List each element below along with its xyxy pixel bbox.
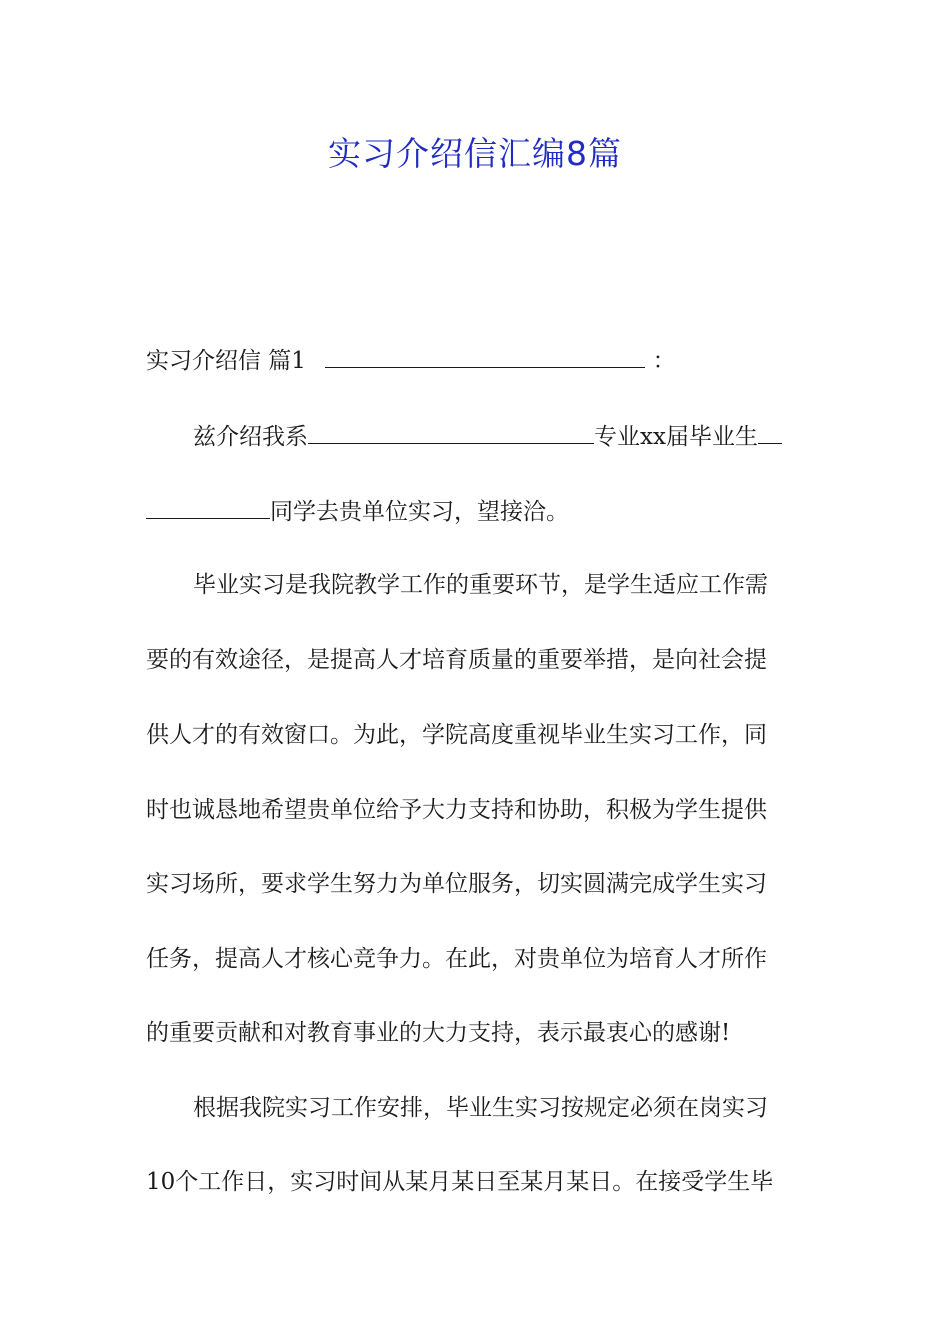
salutation-colon: ： bbox=[652, 348, 676, 374]
paragraph-line: 要的有效途径，是提高人才培育质量的重要举措，是向社会提 bbox=[146, 647, 767, 673]
intro-line-2 bbox=[146, 496, 806, 527]
intro-text-3: 同学去贵单位实习，望接洽。 bbox=[270, 499, 569, 525]
paragraph-line: 毕业实习是我院教学工作的重要环节，是学生适应工作需 bbox=[193, 572, 768, 598]
document-title: 实习介绍信汇编8篇 bbox=[328, 134, 622, 173]
salutation-heading: 实习介绍信 篇1 bbox=[146, 348, 306, 374]
paragraph-line: 实习场所，要求学生努力为单位服务，切实圆满完成学生实习 bbox=[146, 871, 767, 897]
paragraph-line: 供人才的有效窗口。为此，学院高度重视毕业生实习工作，同 bbox=[146, 722, 767, 748]
department-blank bbox=[308, 421, 594, 444]
student-name-blank-end bbox=[146, 496, 270, 519]
paragraph-line: 根据我院实习工作安排，毕业生实习按规定必须在岗实习 bbox=[193, 1095, 768, 1121]
paragraph-line: 时也诚恳地希望贵单位给予大力支持和协助，积极为学生提供 bbox=[146, 797, 767, 823]
salutation-line bbox=[146, 345, 806, 376]
intro-text-2: 专业xx届毕业生 bbox=[594, 424, 758, 450]
recipient-blank bbox=[325, 345, 645, 368]
intro-text-1: 兹介绍我系 bbox=[193, 424, 308, 450]
intro-line-1 bbox=[193, 421, 806, 452]
paragraph-line: 10个工作日，实习时间从某月某日至某月某日。在接受学生毕 bbox=[146, 1169, 774, 1195]
student-name-blank-start bbox=[758, 421, 782, 444]
paragraph-line: 任务，提高人才核心竞争力。在此，对贵单位为培育人才所作 bbox=[146, 946, 767, 972]
paragraph-line: 的重要贡献和对教育事业的大力支持，表示最衷心的感谢! bbox=[146, 1020, 731, 1046]
